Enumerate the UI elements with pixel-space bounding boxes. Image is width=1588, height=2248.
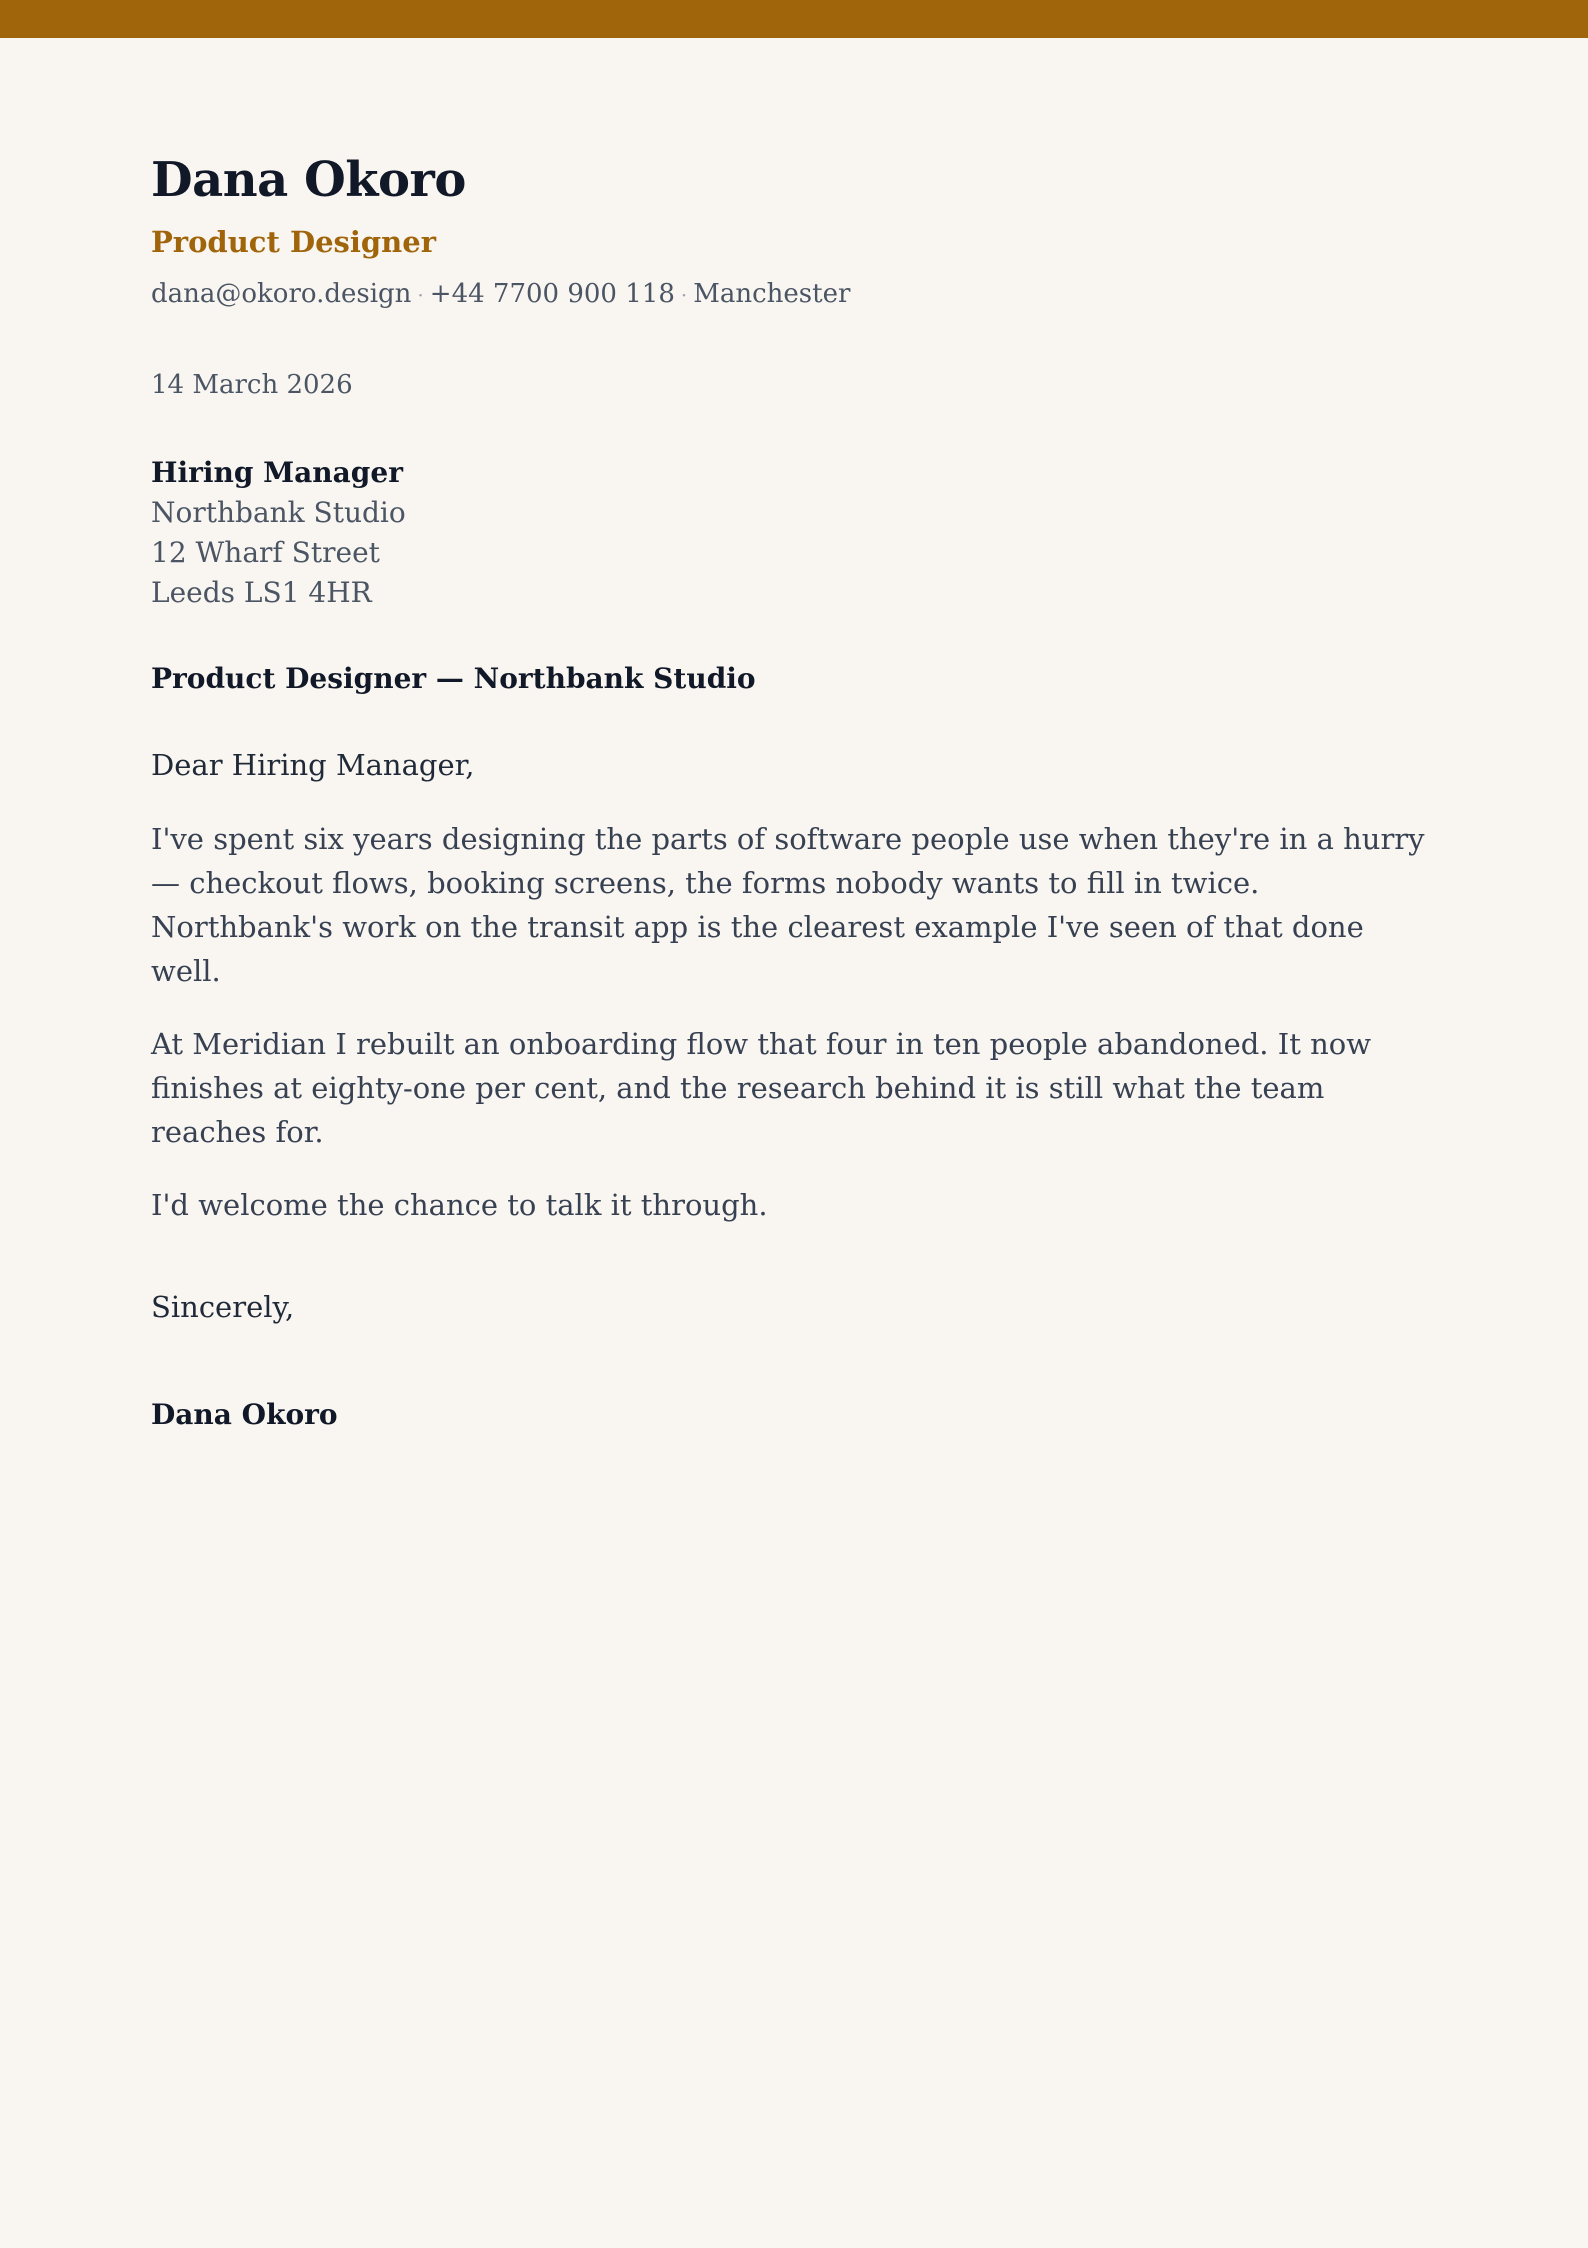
letter-date: 14 March 2026 bbox=[151, 370, 353, 400]
letter-header bbox=[151, 148, 1441, 313]
contact-separator: · bbox=[417, 283, 424, 307]
letter-closing: Sincerely, bbox=[151, 1290, 295, 1324]
recipient-block bbox=[151, 453, 1441, 613]
letter-greeting: Dear Hiring Manager, bbox=[151, 748, 475, 782]
recipient-street: 12 Wharf Street bbox=[151, 536, 380, 569]
sender-name: Dana Okoro bbox=[151, 152, 466, 208]
contact-city: Manchester bbox=[693, 279, 851, 309]
sender-role: Product Designer bbox=[151, 225, 436, 259]
body-paragraph: I've spent six years designing the parts of software people use when they're in a hurry — checkout flows, booking screens, the forms nobody wants to fill in twice. Northbank's work on the transit app is the clearest example I've seen of that done well. bbox=[151, 822, 1425, 988]
accent-top-bar bbox=[0, 0, 1588, 38]
recipient-city: Leeds LS1 4HR bbox=[151, 576, 372, 609]
body-paragraph: I'd welcome the chance to talk it through. bbox=[151, 1188, 768, 1222]
letter-body bbox=[151, 817, 1441, 1227]
body-paragraph: At Meridian I rebuilt an onboarding flow that four in ten people abandoned. It now finishes at eighty-one per cent, and the research behind it is still what the team reaches for. bbox=[151, 1027, 1372, 1149]
letter-subject: Product Designer — Northbank Studio bbox=[151, 662, 756, 695]
recipient-name: Hiring Manager bbox=[151, 456, 403, 489]
letter-signature: Dana Okoro bbox=[151, 1398, 338, 1431]
recipient-company: Northbank Studio bbox=[151, 496, 406, 529]
contact-phone[interactable]: +44 7700 900 118 bbox=[429, 279, 675, 309]
contact-separator: · bbox=[680, 283, 688, 307]
contact-line bbox=[151, 276, 1441, 313]
contact-email[interactable]: dana@okoro.design bbox=[151, 279, 412, 309]
cover-letter bbox=[151, 148, 1441, 1435]
